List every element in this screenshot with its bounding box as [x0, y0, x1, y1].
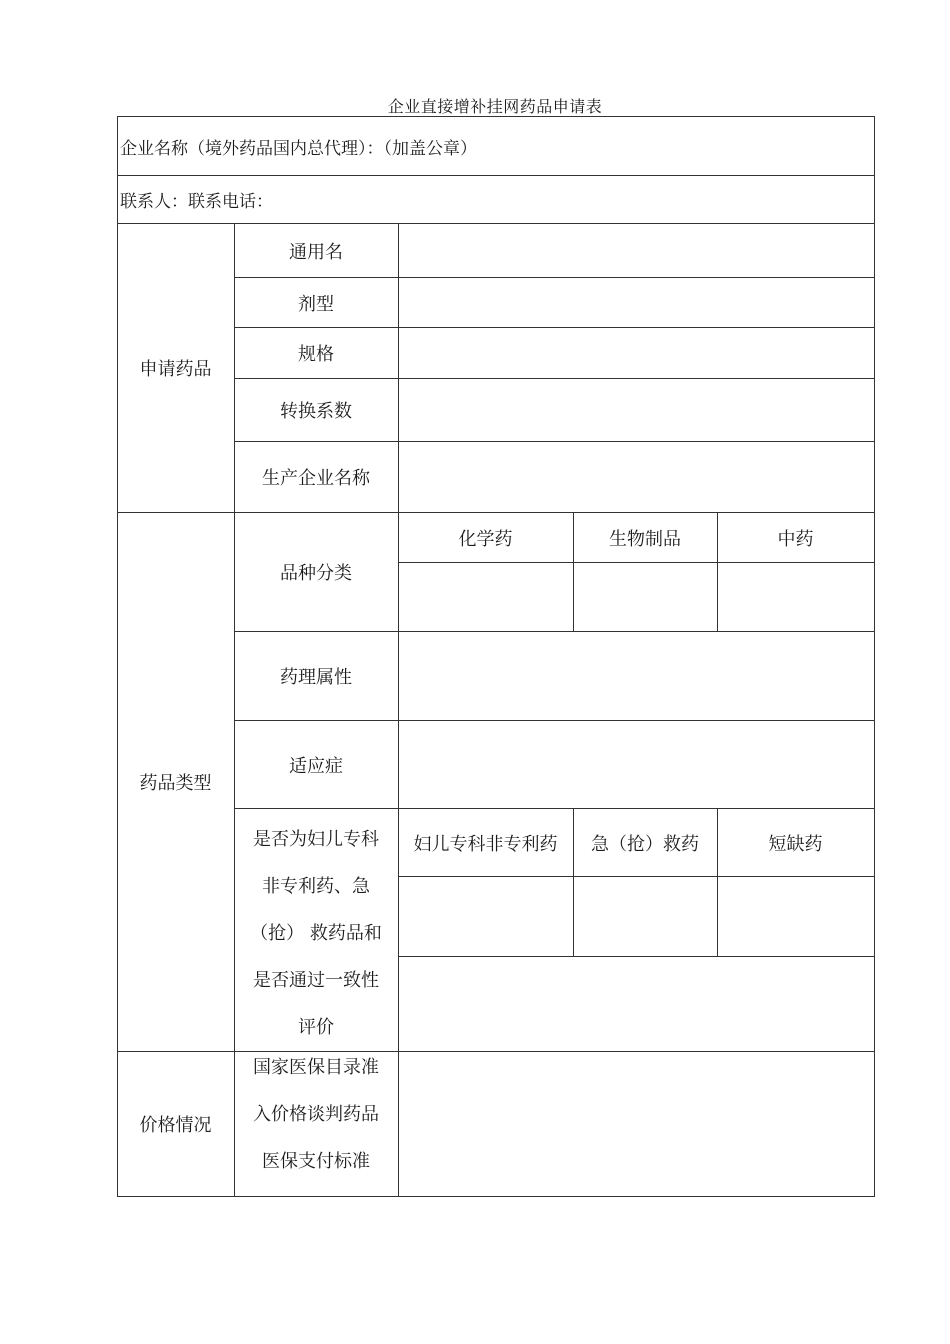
indication-label: 适应症: [289, 755, 343, 777]
special-drug-label-line: 评价: [298, 1017, 334, 1038]
dosage-form-label: 剂型: [298, 293, 334, 315]
insurance-label-line: 国家医保目录准: [253, 1057, 379, 1078]
row-divider: [398, 956, 875, 957]
option-shortage-drug: 短缺药: [768, 833, 823, 855]
special-drug-label-line: 是否为妇儿专科: [253, 829, 379, 850]
price-section-label: 价格情况: [139, 1115, 212, 1136]
special-drug-label-line: 非专利药、急: [262, 876, 370, 897]
variety-biological-product: 生物制品: [609, 528, 681, 550]
generic-name-label: 通用名: [289, 241, 343, 263]
drug-type-section-label: 药品类型: [139, 773, 212, 794]
contact-label: 联系人：联系电话：: [120, 192, 273, 212]
variety-category-label: 品种分类: [280, 563, 352, 584]
conversion-factor-label: 转换系数: [280, 401, 352, 422]
special-drug-label-line: 是否通过一致性: [253, 970, 379, 991]
special-drug-label: [234, 816, 398, 1051]
variety-chinese-medicine: 中药: [777, 528, 814, 550]
applied-drug-section-label: 申请药品: [139, 359, 212, 380]
insurance-label-line: 入价格谈判药品: [253, 1104, 379, 1125]
option-emergency-drug: 急（抢）救药: [591, 833, 699, 855]
manufacturer-name-label: 生产企业名称: [262, 468, 370, 489]
variety-chemical-drug: 化学药: [458, 528, 513, 550]
company-name-label: 企业名称（境外药品国内总代理）：（加盖公章）: [120, 138, 477, 159]
specification-label: 规格: [298, 344, 334, 365]
insurance-label-line: 医保支付标准: [262, 1151, 370, 1172]
pharmacology-label: 药理属性: [280, 667, 352, 688]
page-title: 企业直接增补挂网药品申请表: [387, 97, 603, 116]
option-pediatric-nonpatent: 妇儿专科非专利药: [413, 833, 558, 855]
special-drug-label-line: （抢） 救药品和: [250, 923, 382, 944]
column-divider: [398, 223, 399, 1197]
table-border-right: [874, 116, 875, 1197]
insurance-payment-standard-label: [234, 1044, 398, 1185]
